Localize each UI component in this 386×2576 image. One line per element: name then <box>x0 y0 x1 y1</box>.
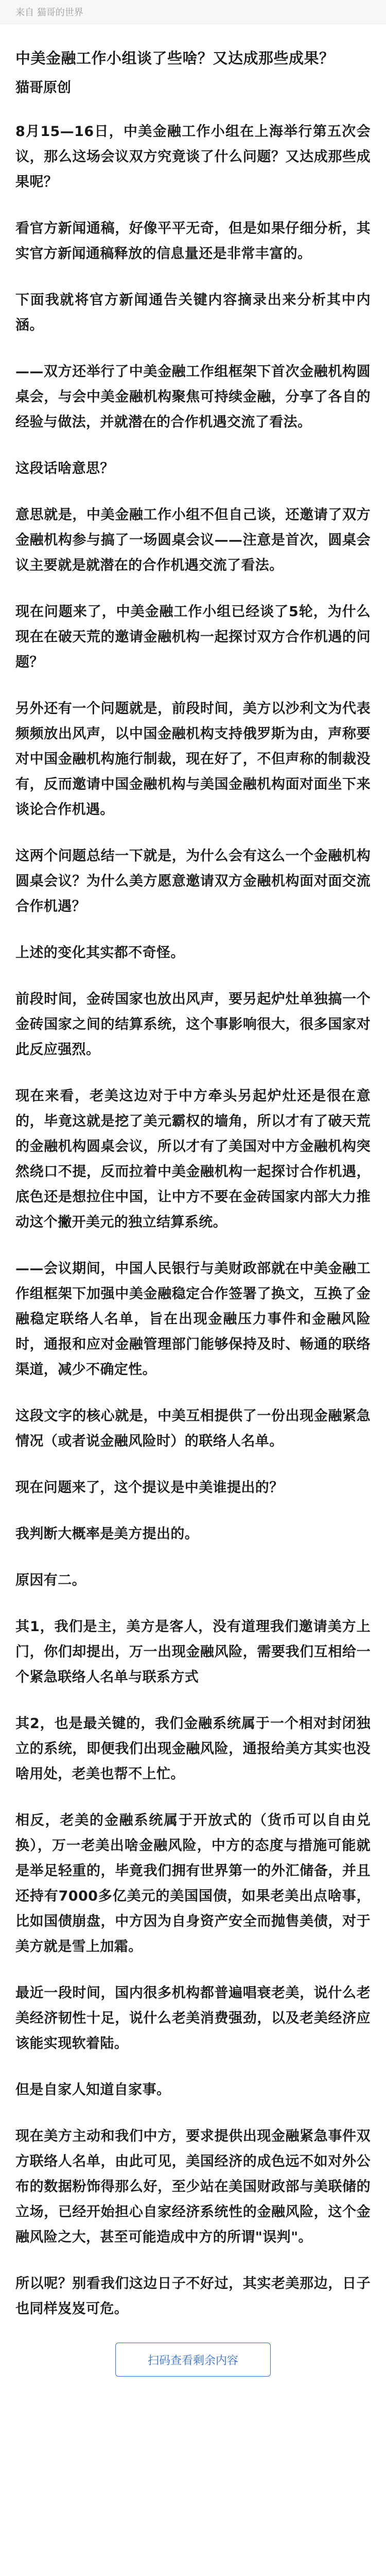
paragraph: 前段时间，金砖国家也放出风声，要另起炉灶单独搞一个金砖国家之间的结算系统，这个事影响很大，很多国家对此反应强烈。 <box>15 991 371 1058</box>
source-bar <box>0 0 386 24</box>
read-more-wrap <box>15 2343 371 2377</box>
source-label: 来自 猫哥的世界 <box>15 7 83 18</box>
paragraph: 其1，我们是主，美方是客人，没有道理我们邀请美方上门，你们却提出，万一出现金融风险，需要我们互相给一个紧急联络人名单与联系方式 <box>15 1619 371 1685</box>
paragraph: ——双方还举行了中美金融工作组框架下首次金融机构圆桌会，与会中美金融机构聚焦可持续金融，分享了各自的经验与做法，并就潜在的合作机遇交流了看法。 <box>15 364 371 430</box>
paragraph: 下面我就将官方新闻通告关键内容摘录出来分析其中内涵。 <box>15 292 371 333</box>
article <box>0 24 386 2377</box>
paragraph: 这段话啥意思？ <box>15 461 114 477</box>
paragraph: 意思就是，中美金融工作小组不但自己谈，还邀请了双方金融机构参与搞了一场圆桌会议——注意是首次，圆桌会议主要就是就潜在的合作机遇交流了看法。 <box>15 507 371 573</box>
paragraph: 上述的变化其实都不奇怪。 <box>15 945 185 961</box>
paragraph: 所以呢？别看我们这边日子不好过，其实老美那边，日子也同样岌岌可危。 <box>15 2276 371 2317</box>
read-more-button[interactable]: 扫码查看剩余内容 <box>115 2343 271 2377</box>
paragraph: 8月15—16日，中美金融工作小组在上海举行第五次会议，那么这场会议双方究竟谈了什么问题？又达成那些成果呢？ <box>15 124 371 190</box>
paragraph: 我判断大概率是美方提出的。 <box>15 1526 199 1542</box>
paragraph: 相反，老美的金融系统属于开放式的（货币可以自由兑换），万一老美出啥金融风险，中方的态度与措施可能就是举足轻重的，毕竟我们拥有世界第一的外汇储备，并且还持有7000多亿美元的美国国债，如果老美出点啥事，比如国债崩盘，中方因为自身资产安全而抛售美债，对于美方就是雪上加霜。 <box>15 1812 371 1955</box>
paragraph: 其2，也是最关键的，我们金融系统属于一个相对封闭独立的系统，即便我们出现金融风险，通报给美方其实也没啥用处，老美也帮不上忙。 <box>15 1716 371 1782</box>
article-author: 猫哥原创 <box>15 80 71 96</box>
paragraph: 最近一段时间，国内很多机构都普遍唱衰老美，说什么老美经济韧性十足，说什么老美消费强劲，以及老美经济应该能实现软着陆。 <box>15 1985 371 2052</box>
paragraph: 现在问题来了，这个提议是中美谁提出的？ <box>15 1480 284 1496</box>
paragraph: 原因有二。 <box>15 1572 86 1588</box>
paragraph: 现在美方主动和我们中方，要求提供出现金融紧急事件双方联络人名单，由此可见，美国经济的成色远不如对外公布的数据粉饰得那么好，至少站在美国财政部与美联储的立场，已经开始担心自家经济系统性的金融风险，这个金融风险之大，甚至可能造成中方的所谓"误判"。 <box>15 2128 371 2245</box>
paragraph: 现在问题来了，中美金融工作小组已经谈了5轮，为什么现在在破天荒的邀请金融机构一起探讨双方合作机遇的问题？ <box>15 604 371 670</box>
article-title: 中美金融工作小组谈了些啥？又达成那些成果？ <box>15 49 335 67</box>
paragraph: 另外还有一个问题就是，前段时间，美方以沙利文为代表频频放出风声，以中国金融机构支持俄罗斯为由，声称要对中国金融机构施行制裁，现在好了，不但声称的制裁没有，反而邀请中国金融机构与美国金融机构面对面坐下来谈论合作机遇。 <box>15 701 371 818</box>
paragraph: 这段文字的核心就是，中美互相提供了一份出现金融紧急情况（或者说金融风险时）的联络人名单。 <box>15 1408 371 1449</box>
paragraph: 看官方新闻通稿，好像平平无奇，但是如果仔细分析，其实官方新闻通稿释放的信息量还是非常丰富的。 <box>15 221 371 262</box>
paragraph: 但是自家人知道自家事。 <box>15 2082 171 2098</box>
paragraph: ——会议期间，中国人民银行与美财政部就在中美金融工作组框架下加强中美金融稳定合作签署了换文，互换了金融稳定联络人名单，旨在出现金融压力事件和金融风险时，通报和应对金融管理部门能够保持及时、畅通的联络渠道，减少不确定性。 <box>15 1261 371 1378</box>
paragraph: 现在来看，老美这边对于中方牵头另起炉灶还是很在意的，毕竟这就是挖了美元霸权的墙角，所以才有了破天荒的金融机构圆桌会议，所以才有了美国对中方金融机构突然绕口不提，反而拉着中美金融机构一起探讨合作机遇，底色还是想拉住中国，让中方不要在金砖国家内部大力推动这个撇开美元的独立结算系统。 <box>15 1088 371 1230</box>
paragraph: 这两个问题总结一下就是，为什么会有这么一个金融机构圆桌会议？为什么美方愿意邀请双方金融机构面对面交流合作机遇？ <box>15 848 371 914</box>
article-body <box>15 119 371 2321</box>
